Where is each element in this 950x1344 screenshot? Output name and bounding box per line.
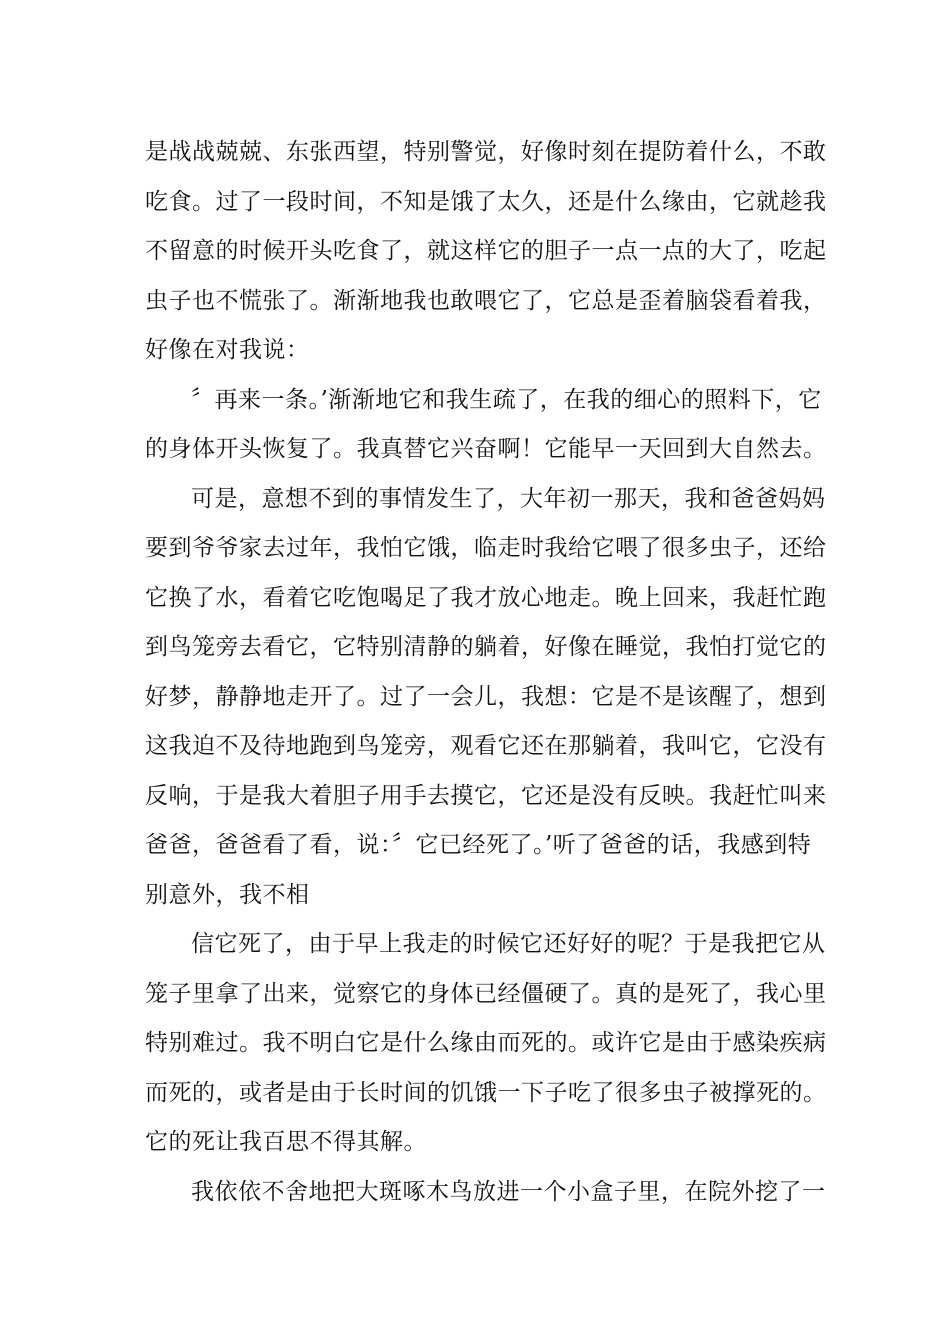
text-line: 好梦，静静地走开了。过了一会儿，我想：它是不是该醒了，想到 <box>145 683 827 710</box>
text-line: 而死的，或者是由于长时间的饥饿一下子吃了很多虫子被撑死的。 <box>145 1079 827 1106</box>
text-line: 它换了水，看着它吃饱喝足了我才放心地走。晚上回来，我赶忙跑 <box>145 584 827 611</box>
paragraph-start-line: 信它死了，由于早上我走的时候它还好好的呢？于是我把它从 <box>191 931 826 957</box>
document-body <box>145 128 827 1217</box>
text-line: 是战战兢兢、东张西望，特别警觉，好像时刻在提防着什么，不敢 <box>145 139 827 165</box>
paragraph-start-line: 我依依不舍地把大斑啄木鸟放进一个小盒子里，在院外挖了一 <box>191 1178 826 1205</box>
text-line: 不留意的时候开头吃食了，就这样它的胆子一点一点的大了，吃起 <box>145 238 827 264</box>
text-line: 的身体开头恢复了。我真替它兴奋啊！它能早一天回到大自然去。 <box>145 436 827 462</box>
text-line: 它的死让我百思不得其解。 <box>145 1129 427 1155</box>
text-line: 爸爸，爸爸看了看，说：〞它已经死了。’听了爸爸的话，我感到特 <box>145 832 812 858</box>
text-line: 吃食。过了一段时间，不知是饿了太久，还是什么缘由，它就趁我 <box>145 188 827 215</box>
text-line: 反响，于是我大着胆子用手去摸它，它还是没有反映。我赶忙叫来 <box>145 782 827 809</box>
text-line: 笼子里拿了出来，觉察它的身体已经僵硬了。真的是死了，我心里 <box>145 980 827 1007</box>
text-line: 特别难过。我不明白它是什么缘由而死的。或许它是由于感染疾病 <box>145 1030 827 1056</box>
text-line: 这我迫不及待地跑到鸟笼旁，观看它还在那躺着，我叫它，它没有 <box>145 733 827 759</box>
text-line: 到鸟笼旁去看它，它特别清静的躺着，好像在睡觉，我怕打觉它的 <box>145 634 827 660</box>
text-line: 要到爷爷家去过年，我怕它饿，临走时我给它喂了很多虫子，还给 <box>145 535 827 561</box>
text-line: 虫子也不慌张了。渐渐地我也敢喂它了，它总是歪着脑袋看着我， <box>145 287 827 314</box>
text-line: 好像在对我说： <box>145 337 310 363</box>
text-line: 别意外，我不相 <box>145 881 310 908</box>
paragraph-start-line: 可是，意想不到的事情发生了，大年初一那天，我和爸爸妈妈 <box>191 485 826 512</box>
paragraph-start-line: 〞再来一条。’渐渐地它和我生疏了，在我的细心的照料下，它 <box>191 386 822 413</box>
